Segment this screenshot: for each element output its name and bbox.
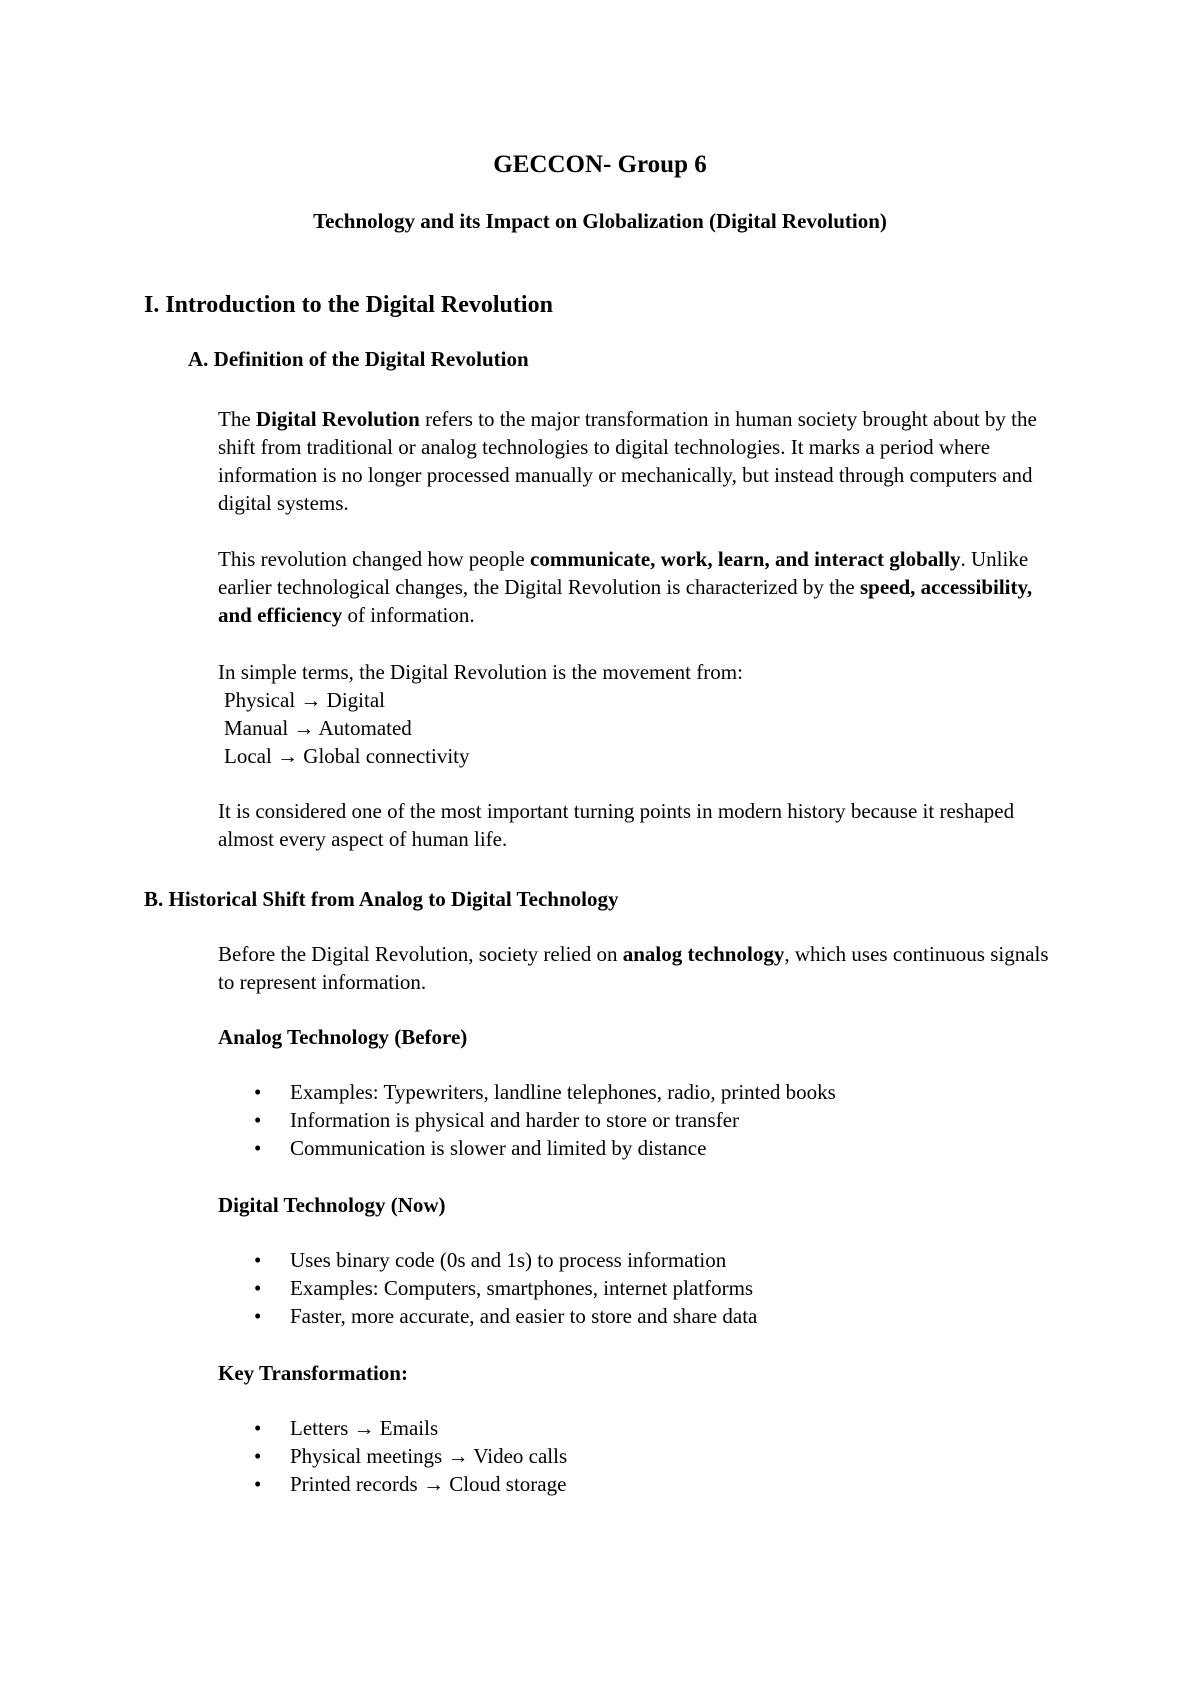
list-item [218, 1106, 836, 1134]
key-transformation-heading: Key Transformation: [218, 1361, 408, 1385]
bullet-glyph: • [254, 1444, 262, 1468]
bullet-glyph: • [254, 1248, 262, 1272]
text-run: Before the Digital Revolution, society relied on [218, 942, 623, 966]
list-item-text: Information is physical and harder to store or transfer [290, 1108, 740, 1132]
list-item-text: Printed records → Cloud storage [290, 1472, 567, 1496]
list-item [218, 1414, 567, 1442]
bullet-glyph: • [254, 1304, 262, 1328]
list-item [218, 1274, 757, 1302]
analog-technology-heading: Analog Technology (Before) [218, 1025, 468, 1049]
analog-intro-paragraph [218, 940, 1068, 996]
list-item-text: Physical meetings → Video calls [290, 1444, 568, 1468]
bullet-glyph: • [254, 1472, 262, 1496]
list-item [218, 1246, 757, 1274]
bold-term: speed, accessibility, and efficiency [218, 575, 1033, 627]
section-heading-intro: I. Introduction to the Digital Revolution [144, 292, 553, 318]
bullet-glyph: • [254, 1416, 262, 1440]
list-item [218, 1134, 836, 1162]
bullet-glyph: • [254, 1276, 262, 1300]
subsection-heading-definition: A. Definition of the Digital Revolution [188, 347, 529, 371]
simple-terms-intro: In simple terms, the Digital Revolution is the movement from: [218, 660, 743, 684]
list-item [218, 1442, 567, 1470]
list-item [218, 1470, 567, 1498]
list-item-text: Examples: Typewriters, landline telephones, radio, printed books [290, 1080, 836, 1104]
bold-term: communicate, work, learn, and interact globally [530, 547, 961, 571]
shift-item: Manual → Automated [224, 716, 412, 740]
bullet-glyph: • [254, 1080, 262, 1104]
turning-point-paragraph: It is considered one of the most important turning points in modern history because it reshaped almost every aspect of human life. [218, 799, 1015, 851]
digital-technology-list [218, 1246, 757, 1330]
bold-term: Digital Revolution [255, 407, 420, 431]
definition-paragraph [218, 405, 1068, 517]
subsection-heading-historical-shift: B. Historical Shift from Analog to Digital Technology [144, 887, 619, 911]
list-item-text: Faster, more accurate, and easier to store and share data [290, 1304, 758, 1328]
list-item-text: Communication is slower and limited by distance [290, 1136, 707, 1160]
revolution-impact-paragraph [218, 545, 1068, 629]
document-subtitle: Technology and its Impact on Globalization (Digital Revolution) [313, 209, 887, 233]
text-run: This revolution changed how people [218, 547, 531, 571]
list-item-text: Uses binary code (0s and 1s) to process information [290, 1248, 727, 1272]
shift-item: Local → Global connectivity [224, 744, 470, 768]
bullet-glyph: • [254, 1108, 262, 1132]
list-item-text: Letters → Emails [290, 1416, 439, 1440]
digital-technology-heading: Digital Technology (Now) [218, 1193, 446, 1217]
key-transformation-list [218, 1414, 567, 1498]
text-run: of information. [342, 603, 475, 627]
bold-term: analog technology [622, 942, 785, 966]
text-run: , which uses continuous signals to represent information. [218, 942, 1049, 994]
simple-terms-block [218, 658, 1068, 770]
text-run: The [218, 407, 256, 431]
document-title: GECCON- Group 6 [493, 151, 707, 178]
list-item-text: Examples: Computers, smartphones, internet platforms [290, 1276, 754, 1300]
list-item [218, 1302, 757, 1330]
text-run: . Unlike earlier technological changes, the Digital Revolution is characterized by the [218, 547, 1029, 599]
list-item [218, 1078, 836, 1106]
text-run: refers to the major transformation in human society brought about by the shift from traditional or analog technologies to digital technologies. It marks a period where information is no longer processed manually or mechanically, but instead through computers and digital systems. [218, 407, 1037, 515]
analog-technology-list [218, 1078, 836, 1162]
bullet-glyph: • [254, 1136, 262, 1160]
shift-item: Physical → Digital [224, 688, 385, 712]
